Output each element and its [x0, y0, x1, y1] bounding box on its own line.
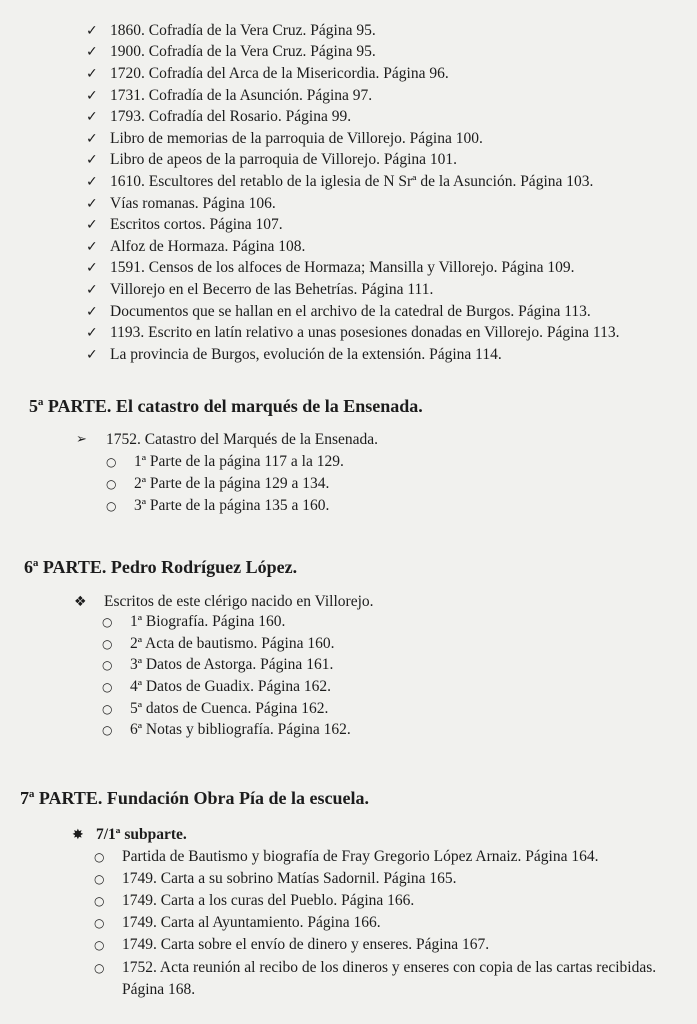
check-icon: ✓ [86, 152, 98, 169]
list-item: ○ 6ª Notas y bibliografía. Página 162. [102, 719, 351, 741]
list-item: ✓ 1720. Cofradía del Arca de la Misericordia. Página 96. [86, 64, 449, 82]
check-icon: ✓ [86, 44, 98, 61]
list-item: ○ Partida de Bautismo y biografía de Fray Gregorio López Arnaiz. Página 164. [94, 846, 599, 868]
circle-bullet-icon: ○ [106, 477, 117, 491]
circle-bullet-icon: ○ [94, 961, 105, 975]
section-title-part-7: 7ª PARTE. Fundación Obra Pía de la escuela. [20, 788, 369, 808]
check-icon: ✓ [86, 346, 98, 363]
circle-bullet-icon: ○ [102, 723, 113, 737]
list-item: ○ 2ª Acta de bautismo. Página 160. [102, 633, 334, 655]
circle-bullet-icon: ○ [102, 615, 113, 629]
circle-bullet-icon: ○ [94, 916, 105, 930]
list-item: ✓ 1860. Cofradía de la Vera Cruz. Página 95. [86, 21, 376, 39]
list-item: ✓ 1610. Escultores del retablo de la iglesia de N Srª de la Asunción. Página 103. [86, 172, 594, 190]
list-item: ✓ La provincia de Burgos, evolución de la extensión. Página 114. [86, 345, 502, 363]
subsection-heading: ✸ 7/1ª subparte. [72, 824, 187, 846]
check-icon: ✓ [86, 65, 98, 82]
check-icon: ✓ [86, 22, 98, 39]
check-icon: ✓ [86, 325, 98, 342]
star-bullet-icon: ✸ [72, 827, 84, 843]
list-item: ✓ 1731. Cofradía de la Asunción. Página 97. [86, 86, 373, 104]
circle-bullet-icon: ○ [94, 850, 105, 864]
arrow-bullet-icon: ➢ [76, 432, 87, 447]
checklist [86, 20, 686, 366]
circle-bullet-icon: ○ [94, 872, 105, 886]
check-icon: ✓ [86, 173, 98, 190]
list-item: ○ 1749. Carta a los curas del Pueblo. Página 166. [94, 890, 414, 912]
check-icon: ✓ [86, 87, 98, 104]
diamond-bullet-icon: ❖ [74, 594, 87, 610]
list-item: ✓ 1193. Escrito en latín relativo a unas posesiones donadas en Villorejo. Página 113. [86, 324, 620, 342]
list-item: ✓ Documentos que se hallan en el archivo de la catedral de Burgos. Página 113. [86, 302, 591, 320]
list-item: ○ 3ª Datos de Astorga. Página 161. [102, 654, 333, 676]
list-item: ✓ 1900. Cofradía de la Vera Cruz. Página 95. [86, 43, 376, 61]
list-item: ○ 1749. Carta al Ayuntamiento. Página 166. [94, 912, 381, 934]
check-icon: ✓ [86, 238, 98, 255]
list-item: ○ 1749. Carta a su sobrino Matías Sadornil. Página 165. [94, 868, 457, 890]
list-item: ✓ Villorejo en el Becerro de las Behetrías. Página 111. [86, 280, 434, 298]
circle-bullet-icon: ○ [94, 938, 105, 952]
check-icon: ✓ [86, 130, 98, 147]
list-item: ○ 1ª Biografía. Página 160. [102, 611, 285, 633]
list-item: ○ 3ª Parte de la página 135 a 160. [106, 495, 329, 517]
circle-bullet-icon: ○ [102, 637, 113, 651]
circle-bullet-icon: ○ [102, 658, 113, 672]
circle-bullet-icon: ○ [102, 680, 113, 694]
list-item: ✓ Libro de memorias de la parroquia de Villorejo. Página 100. [86, 129, 483, 147]
circle-bullet-icon: ○ [106, 455, 117, 469]
list-item: ➢ 1752. Catastro del Marqués de la Ensenada. [76, 429, 378, 451]
list-item: ✓ Escritos cortos. Página 107. [86, 216, 283, 234]
section-title-part-6: 6ª PARTE. Pedro Rodríguez López. [24, 557, 298, 577]
circle-bullet-icon: ○ [102, 702, 113, 716]
list-item: ○ 5ª datos de Cuenca. Página 162. [102, 698, 328, 720]
list-item: ○ 4ª Datos de Guadix. Página 162. [102, 676, 331, 698]
list-item: ✓ Vías romanas. Página 106. [86, 194, 276, 212]
check-icon: ✓ [86, 303, 98, 320]
check-icon: ✓ [86, 260, 98, 277]
section-title-part-5: 5ª PARTE. El catastro del marqués de la Ensenada. [29, 396, 423, 416]
check-icon: ✓ [86, 109, 98, 126]
list-item: ✓ 1793. Cofradía del Rosario. Página 99. [86, 108, 352, 126]
circle-bullet-icon: ○ [106, 499, 117, 513]
circle-bullet-icon: ○ [94, 894, 105, 908]
list-item: ○ 1749. Carta sobre el envío de dinero y enseres. Página 167. [94, 934, 489, 956]
list-item: ○ 1752. Acta reunión al recibo de los dineros y enseres con copia de las cartas recibidas. Página 168. [94, 959, 657, 998]
check-icon: ✓ [86, 281, 98, 298]
list-item: ❖ Escritos de este clérigo nacido en Villorejo. [74, 591, 374, 613]
check-icon: ✓ [86, 195, 98, 212]
list-item: ✓ Alfoz de Hormaza. Página 108. [86, 237, 306, 255]
list-item: ✓ Libro de apeos de la parroquia de Villorejo. Página 101. [86, 151, 458, 169]
list-item: ✓ 1591. Censos de los alfoces de Hormaza; Mansilla y Villorejo. Página 109. [86, 259, 575, 277]
list-item: ○ 1ª Parte de la página 117 a la 129. [106, 451, 344, 473]
check-icon: ✓ [86, 217, 98, 234]
list-item: ○ 2ª Parte de la página 129 a 134. [106, 473, 329, 495]
